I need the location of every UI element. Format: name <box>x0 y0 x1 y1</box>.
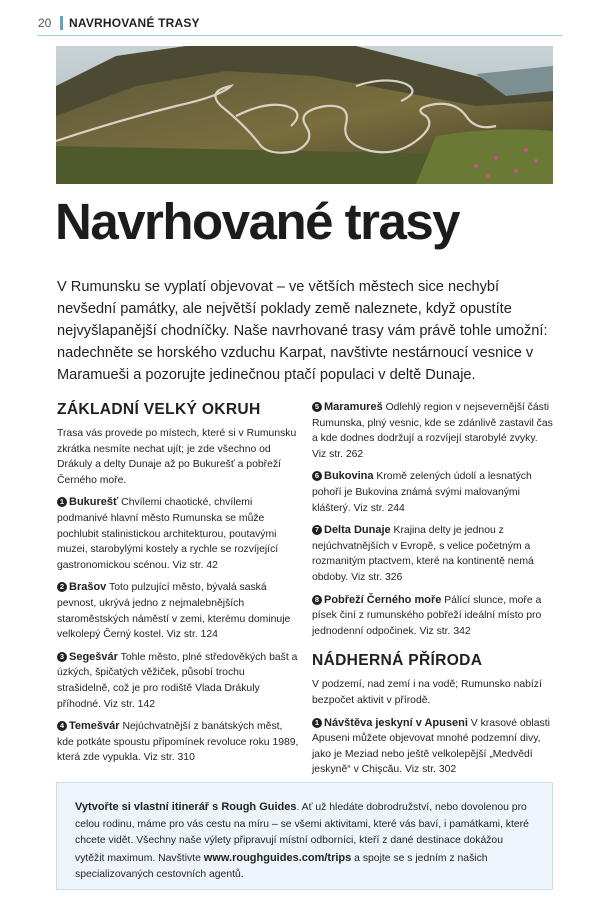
place-name: Pobřeží Černého moře <box>324 593 442 606</box>
route-item <box>57 719 299 766</box>
place-description: Odlehlý region v nejsevernější části Rumunska, plný vesnic, kde se zdánlivě zastavil čas a kde dodnes dodržují a rozvíjejí starobylé zvyky. Viz str. 262 <box>312 402 553 460</box>
place-name: Temešvár <box>69 720 120 733</box>
promo-link[interactable]: www.roughguides.com/trips <box>203 851 352 864</box>
promo-text-1: . Ať už hledáte dobrodružství, nebo dovolenou pro celou rodinu, máme pro vás cestu na míru – se všemi aktivitami, které vás baví, i památkami, které chcete vidět. Všechny naše výlety připravují místní odborníci, kteří z dané destinace dokážou vytěžit maximum. Navštivte <box>75 802 529 864</box>
place-description: Chvílemi chaotické, chvílemi podmanivé hlavní město Rumunska se může pochlubit stalinistickou architekturou, poutavými muzei, starobylými kostely a rychle se rozvíjející gastronomickou scénou. Viz str. 42 <box>57 497 279 571</box>
route-item <box>57 580 299 642</box>
route-item <box>312 469 554 516</box>
route-lead: Trasa vás provede po místech, které si v Rumunsku zkrátka nesmíte nechat ujít; je zde všechno od Drákuly a delty Dunaje až po Bukurešť a pobřeží Černého moře. <box>57 428 297 486</box>
itinerary-promo-box <box>56 782 553 890</box>
page-number: 20 <box>38 16 52 30</box>
place-description: Toto pulzující město, bývalá saská pevnost, ukrývá jedno z nejmalebnějších staroměstských náměstí v zemi, kterému dominuje velkolepý Černý kostel. Viz str. 124 <box>57 582 291 641</box>
number-marker: 6 <box>312 471 322 481</box>
number-marker: 4 <box>57 721 67 731</box>
mountain-road-illustration <box>56 46 553 184</box>
number-marker: 7 <box>312 525 322 535</box>
route-item <box>312 523 554 585</box>
place-description: Krajina delty je jednou z nejúchvatnějších v Evropě, s velice početným a rozmanitým ptactvem, které na kontinentě nemá obdoby. Viz str. 326 <box>312 525 534 583</box>
right-column <box>312 400 554 785</box>
route-item <box>312 400 554 462</box>
page-title: Navrhované trasy <box>55 193 460 250</box>
hero-photo-mountain-road <box>56 46 553 184</box>
promo-lead: Vytvořte si vlastní itinerář s Rough Guides <box>75 801 297 813</box>
nature-lead: V podzemí, nad zemí i na vodě; Rumunsko nabízí bezpočet aktivit v přírodě. <box>312 679 542 706</box>
place-name: Bukurešť <box>69 496 119 509</box>
number-marker: 5 <box>312 402 322 412</box>
place-description: Nejúchvatnější z banátských měst, kde potkáte spoustu připomínek revoluce roku 1989, která zde vypukla. Viz str. 310 <box>57 721 299 764</box>
place-name: Návštěva jeskyní v Apuseni <box>324 716 468 729</box>
number-marker: 1 <box>312 718 322 728</box>
number-marker: 1 <box>57 497 67 507</box>
number-marker: 8 <box>312 595 322 605</box>
place-description: Kromě zelených údolí a lesnatých pohoří je Bukovina známá svými malovanými klášterý. Viz str. 244 <box>312 471 532 514</box>
header-accent-bar <box>60 16 63 30</box>
place-description: V krasové oblasti Apuseni můžete objevovat mnohé podzemní divy, jako je Meziad nebo ještě velkolepější „Medvědí jeskyně“ v Chişcău. Viz str. 302 <box>312 717 550 776</box>
number-marker: 2 <box>57 582 67 592</box>
place-description: Tohle město, plné středověkých bašt a úzkých, špičatých věžiček, působí trochu strašidelně, což je pro rodiště Vlada Drákuly příhodné. Viz str. 142 <box>57 651 298 710</box>
route-item <box>57 650 299 712</box>
number-marker: 3 <box>57 652 67 662</box>
place-name: Bukovina <box>324 470 374 483</box>
left-column <box>57 400 299 773</box>
route-heading: ZÁKLADNÍ VELKÝ OKRUH <box>57 401 261 418</box>
nature-heading: NÁDHERNÁ PŘÍRODA <box>312 652 483 670</box>
intro-paragraph: V Rumunsku se vyplatí objevovat – ve větších městech sice nechybí nevšední památky, ale největší poklady země naleznete, když opustíte nejvyšlapanější chodníčky. Naše navrhované trasy vám právě tohle umožní: nadechněte se horského vzduchu Karpat, navštivte nestárnoucí vesnice v Maramueši a pozorujte jedinečnou ptačí populaci v deltě Dunaje. <box>57 279 548 383</box>
place-name: Maramureš <box>324 401 383 413</box>
place-name: Segešvár <box>69 650 118 663</box>
route-item <box>57 495 299 573</box>
promo-text-2: a spojte se s jedním z našich specializovaných cestovních agentů. <box>75 852 488 881</box>
place-name: Delta Dunaje <box>324 524 391 537</box>
route-item <box>312 593 554 640</box>
section-title: NAVRHOVANÉ TRASY <box>69 16 200 30</box>
place-name: Brašov <box>69 581 107 594</box>
place-description: Pálící slunce, moře a písek činí z rumunského pobřeží ideální místo pro jednodenní odpočinek. Viz str. 342 <box>312 594 542 637</box>
page-header <box>38 15 562 36</box>
nature-item <box>312 716 554 778</box>
